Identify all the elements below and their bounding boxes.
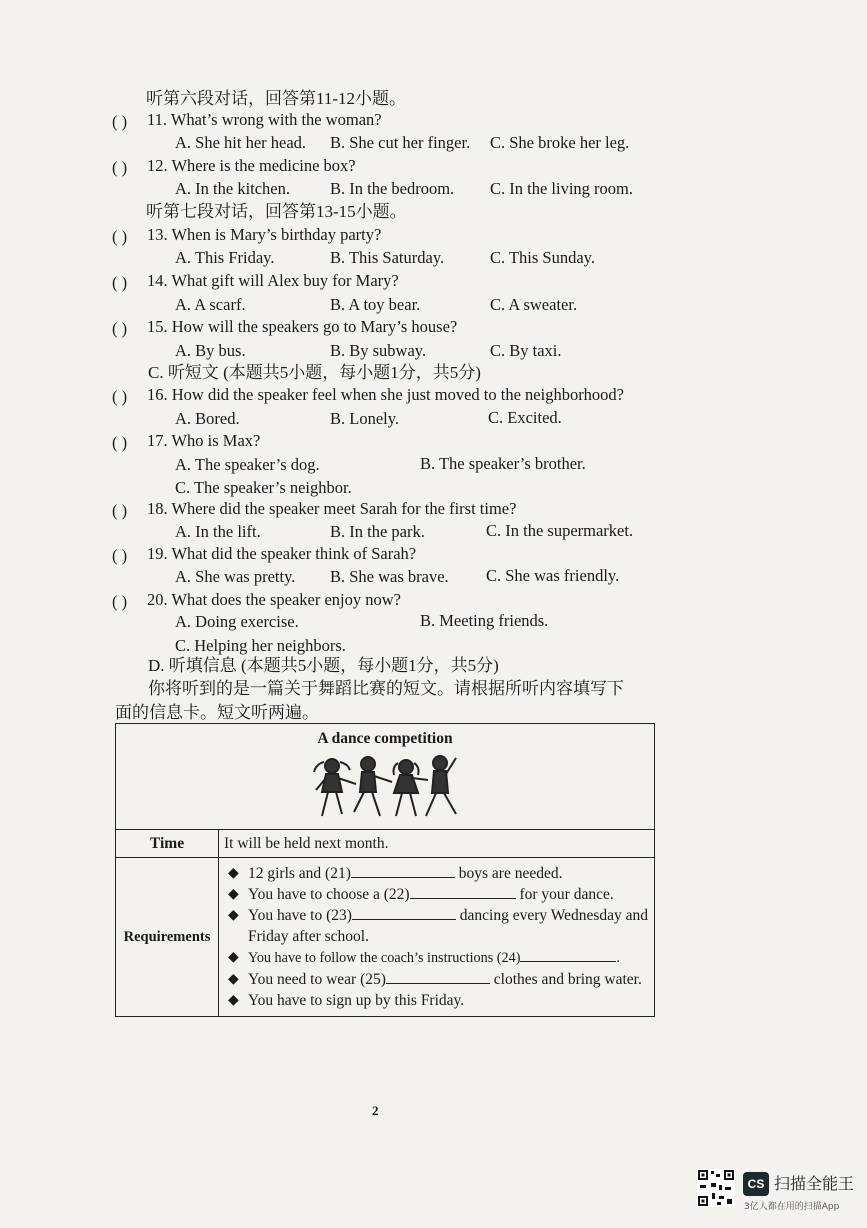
option-b: B. In the park.	[330, 522, 425, 541]
option-b: B. She cut her finger.	[330, 133, 471, 152]
section-c-heading: C. 听短文 (本题共5小题，每小题1分，共5分)	[148, 363, 481, 382]
blank-22[interactable]	[410, 884, 516, 899]
requirement-item: ◆ You have to sign up by this Friday.	[228, 992, 465, 1009]
answer-paren[interactable]: ( )	[112, 433, 128, 452]
time-value: It will be held next month.	[219, 830, 655, 858]
question-stem: 17. Who is Max?	[147, 431, 261, 450]
diamond-bullet-icon: ◆	[228, 908, 239, 923]
blank-24[interactable]	[520, 947, 616, 962]
section-d-intro: 你将听到的是一篇关于舞蹈比赛的短文。请根据所听内容填写下	[148, 679, 624, 698]
requirement-item: ◆ You need to wear (25) clothes and bring water.	[228, 971, 642, 988]
option-a: A. Bored.	[175, 409, 240, 428]
blank-21[interactable]	[351, 863, 455, 878]
option-b: B. A toy bear.	[330, 295, 421, 314]
option-c: C. A sweater.	[490, 295, 578, 314]
requirements-list	[220, 859, 653, 1015]
section-d-intro-cont: 面的信息卡。短文听两遍。	[115, 703, 319, 722]
camscanner-logo-icon: CS	[743, 1172, 769, 1196]
diamond-bullet-icon: ◆	[228, 950, 239, 965]
option-c: C. She broke her leg.	[490, 133, 630, 152]
option-a: A. She hit her head.	[175, 133, 307, 152]
scanner-subtitle: 3亿人都在用的扫描App	[744, 1202, 840, 1212]
question-stem: 18. Where did the speaker meet Sarah for the first time?	[147, 499, 517, 518]
question-stem: 13. When is Mary’s birthday party?	[147, 225, 382, 244]
page-number: 2	[372, 1103, 379, 1118]
question-stem: 14. What gift will Alex buy for Mary?	[147, 271, 399, 290]
requirement-item: ◆ 12 girls and (21) boys are needed.	[228, 865, 563, 882]
card-title: A dance competition	[317, 730, 453, 747]
question-stem: 20. What does the speaker enjoy now?	[147, 590, 401, 609]
option-c: C. Helping her neighbors.	[175, 636, 346, 655]
option-a: A. A scarf.	[175, 295, 246, 314]
requirement-item: ◆ You have to follow the coach’s instructions (24) .	[224, 947, 649, 969]
answer-paren[interactable]: ( )	[112, 387, 128, 406]
section-7-heading: 听第七段对话，回答第13-15小题。	[146, 202, 407, 221]
diamond-bullet-icon: ◆	[228, 866, 239, 881]
answer-paren[interactable]: ( )	[112, 112, 128, 131]
option-c: C. This Sunday.	[490, 248, 595, 267]
question-stem: 12. Where is the medicine box?	[147, 156, 356, 175]
option-b: B. This Saturday.	[330, 248, 445, 267]
requirement-item: ◆ You have to (23) dancing every Wednesday and Friday after school.	[228, 907, 649, 945]
question-stem: 11. What’s wrong with the woman?	[147, 110, 382, 129]
option-a: A. This Friday.	[175, 248, 275, 267]
diamond-bullet-icon: ◆	[228, 972, 239, 987]
info-card-table	[115, 723, 655, 1017]
requirements-label: Requirements	[116, 858, 219, 1017]
section-6-heading: 听第六段对话，回答第11-12小题。	[146, 89, 407, 108]
option-c: C. In the supermarket.	[486, 521, 634, 540]
scanner-title: 扫描全能王	[774, 1174, 855, 1193]
option-b: B. The speaker’s brother.	[420, 454, 586, 473]
time-label: Time	[116, 830, 219, 858]
option-a: A. In the kitchen.	[175, 179, 291, 198]
answer-paren[interactable]: ( )	[112, 273, 128, 292]
answer-paren[interactable]: ( )	[112, 319, 128, 338]
dancers-illustration	[310, 754, 460, 824]
blank-25[interactable]	[386, 969, 490, 984]
option-b: B. Lonely.	[330, 409, 400, 428]
blank-23[interactable]	[352, 905, 456, 920]
option-c: C. She was friendly.	[486, 566, 620, 585]
requirements-cell	[219, 858, 655, 1017]
option-b: B. In the bedroom.	[330, 179, 455, 198]
option-a: A. Doing exercise.	[175, 612, 299, 631]
answer-paren[interactable]: ( )	[112, 501, 128, 520]
answer-paren[interactable]: ( )	[112, 592, 128, 611]
option-c: C. Excited.	[488, 408, 562, 427]
option-b: B. Meeting friends.	[420, 611, 549, 630]
answer-paren[interactable]: ( )	[112, 158, 128, 177]
option-b: B. By subway.	[330, 341, 427, 360]
question-stem: 19. What did the speaker think of Sarah?	[147, 544, 417, 563]
option-b: B. She was brave.	[330, 567, 449, 586]
option-c: C. The speaker’s neighbor.	[175, 478, 352, 497]
requirement-item: ◆ You have to choose a (22) for your dance.	[228, 886, 614, 903]
section-d-heading: D. 听填信息 (本题共5小题，每小题1分，共5分)	[148, 656, 499, 675]
question-stem: 15. How will the speakers go to Mary’s house?	[147, 317, 458, 336]
answer-paren[interactable]: ( )	[112, 546, 128, 565]
option-a: A. In the lift.	[175, 522, 261, 541]
card-title-cell	[116, 724, 655, 830]
qr-code-icon	[697, 1169, 735, 1207]
option-a: A. By bus.	[175, 341, 246, 360]
option-c: C. In the living room.	[490, 179, 633, 198]
answer-paren[interactable]: ( )	[112, 227, 128, 246]
option-a: A. She was pretty.	[175, 567, 296, 586]
option-a: A. The speaker’s dog.	[175, 455, 320, 474]
option-c: C. By taxi.	[490, 341, 562, 360]
question-stem: 16. How did the speaker feel when she just moved to the neighborhood?	[147, 385, 625, 404]
diamond-bullet-icon: ◆	[228, 993, 239, 1008]
diamond-bullet-icon: ◆	[228, 887, 239, 902]
